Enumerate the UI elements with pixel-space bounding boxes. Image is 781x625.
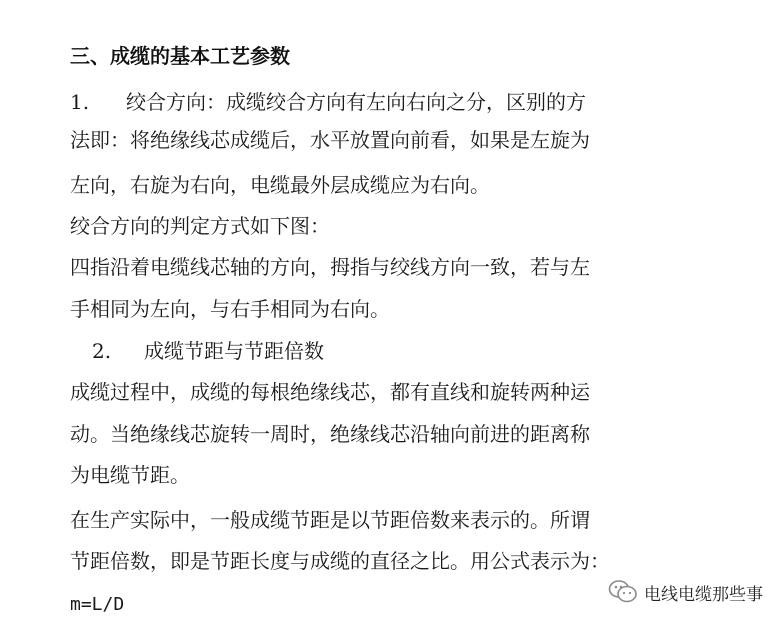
determination-line: 绞合方向的判定方式如下图： xyxy=(70,214,330,238)
item2-line xyxy=(92,337,324,365)
pitch-line3: 为电缆节距。 xyxy=(70,463,190,487)
wechat-channel-icon xyxy=(608,579,638,605)
pitch-line1: 成缆过程中，成缆的每根绝缘线芯，都有直线和旋转两种运 xyxy=(70,380,590,404)
item1-text-line1: 绞合方向：成缆绞合方向有左向右向之分，区别的方 xyxy=(126,90,586,114)
item1-line2: 法即：将绝缘线芯成缆后，水平放置向前看，如果是左旋为 xyxy=(70,128,590,152)
item1-line3: 左向，右旋为右向，电缆最外层成缆应为右向。 xyxy=(70,173,490,197)
watermark-text: 电线电缆那些事 xyxy=(644,584,763,605)
item1-number: 1. xyxy=(70,90,90,114)
item2-title: 成缆节距与节距倍数 xyxy=(144,339,324,363)
formula: m=L/D xyxy=(70,594,125,615)
section-heading: 三、成缆的基本工艺参数 xyxy=(70,44,290,68)
ratio-line2: 节距倍数，即是节距长度与成缆的直径之比。用公式表示为： xyxy=(70,549,610,573)
rule-line1: 四指沿着电缆线芯轴的方向，拇指与绞线方向一致，若与左 xyxy=(70,255,590,279)
item1-line1 xyxy=(70,88,586,116)
rule-line2: 手相同为左向，与右手相同为右向。 xyxy=(70,297,390,321)
item2-number: 2. xyxy=(92,339,112,363)
pitch-line2: 动。当绝缘线芯旋转一周时，绝缘线芯沿轴向前进的距离称 xyxy=(70,422,590,446)
ratio-line1: 在生产实际中，一般成缆节距是以节距倍数来表示的。所谓 xyxy=(70,508,590,532)
watermark xyxy=(608,576,763,608)
